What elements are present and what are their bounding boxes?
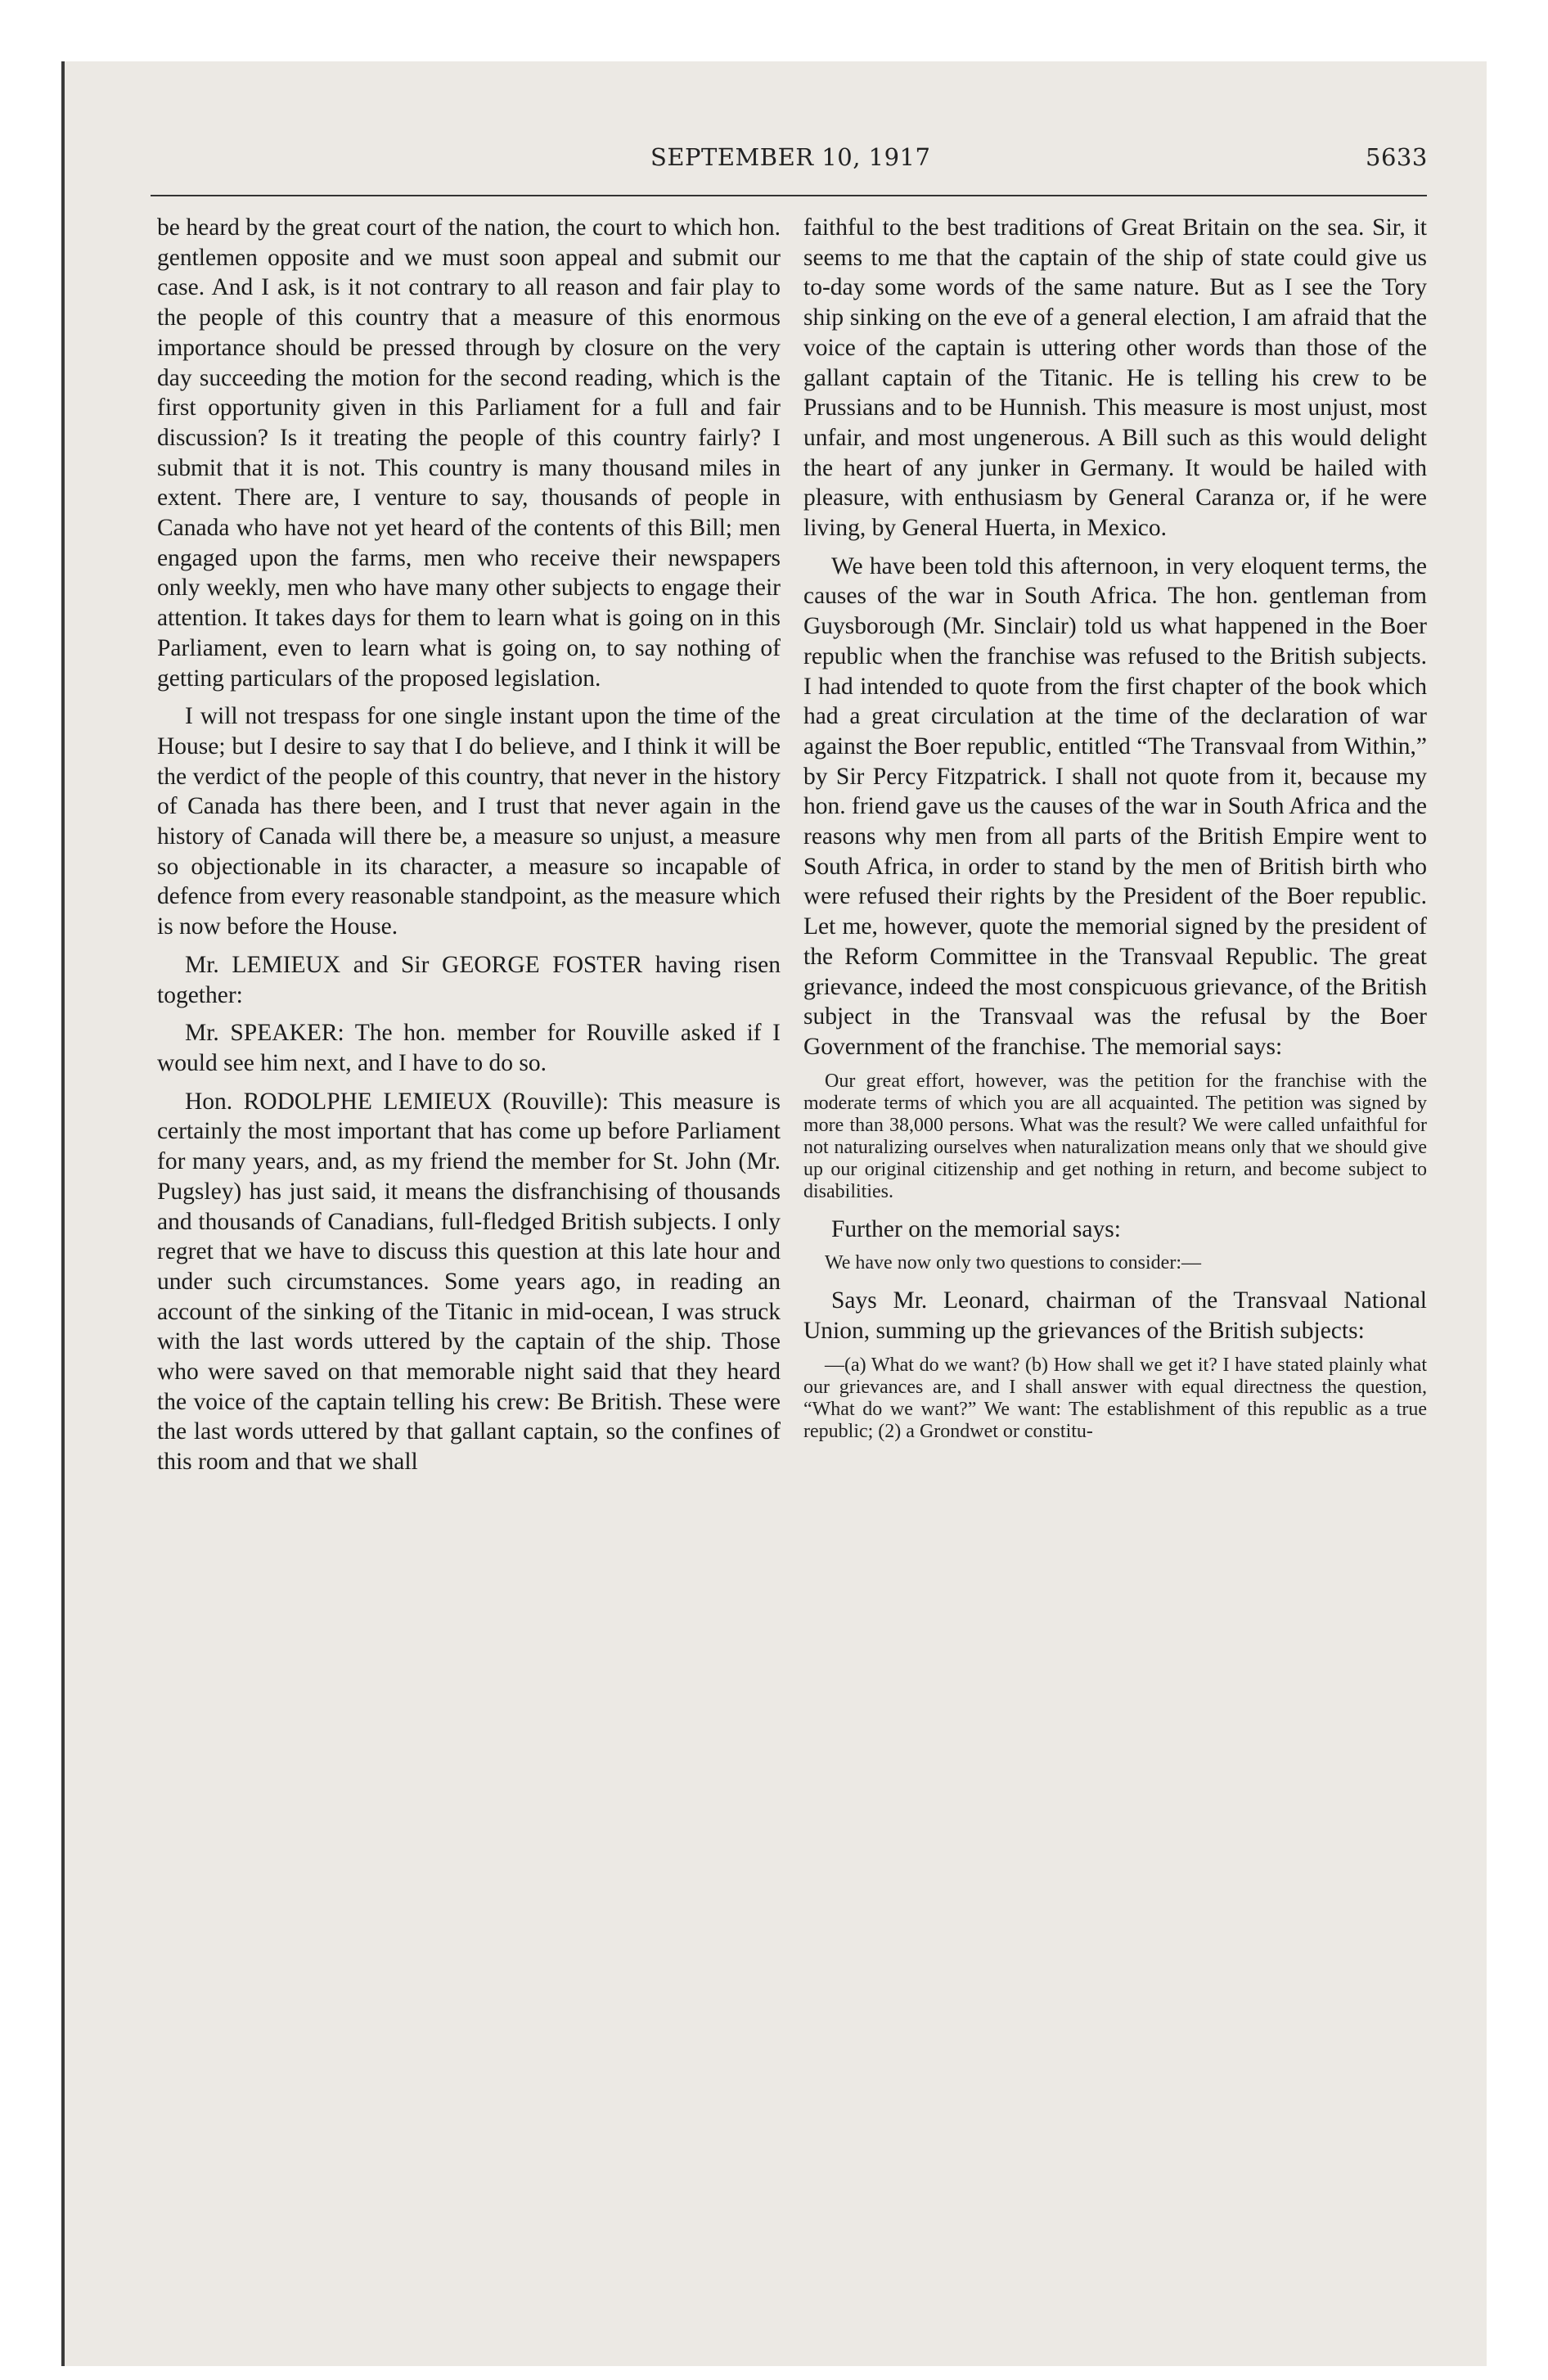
page-sheet [61, 61, 1487, 2366]
block-quote: Our great effort, however, was the petition for the franchise with the moderate terms of which you are all acquainted. The petition was signed by more than 38,000 persons. What was the result? We were called unfaithful for not naturalizing ourselves when naturalization means only that we should give up our original citizenship and get nothing in return, and become subject to disabilities. [803, 1070, 1427, 1202]
paragraph: Mr. SPEAKER: The hon. member for Rouville asked if I would see him next, and I have to do so. [157, 1020, 781, 1076]
page-header-date: SEPTEMBER 10, 1917 [650, 143, 931, 171]
paragraph: be heard by the great court of the nation, the court to which hon. gentlemen opposite and we must soon appeal and submit our case. And I ask, is it not contrary to all reason and fair play to the people of this country that a measure of this enormous importance should be pressed through by closure on the very day succeeding the motion for the second reading, which is the first opportunity given in this Parliament for a full and fair discussion? Is it treating the people of this country fairly? I submit that it is not. This country is many thousand miles in extent. There are, I venture to say, thousands of people in Canada who have not yet heard of the contents of this Bill; men engaged upon the farms, men who receive their newspapers only weekly, men who have many other subjects to engage their attention. It takes days for them to learn what is going on in this Parliament, even to learn what is going on, to say nothing of getting particulars of the proposed legislation. [157, 214, 781, 692]
paragraph: Says Mr. Leonard, chairman of the Transvaal National Union, summing up the grievances of the British subjects: [803, 1287, 1427, 1345]
paragraph: We have been told this afternoon, in very eloquent terms, the causes of the war in South Africa. The hon. gentleman from Guysborough (Mr. Sinclair) told us what happened in the Boer republic when the franchise was refused to the British subjects. I had intended to quote from the first chapter of the book which had a great circulation at the time of the declaration of war against the Boer republic, entitled “The Transvaal from Within,” by Sir Percy Fitzpatrick. I shall not quote from it, because my hon. friend gave us the causes of the war in South Africa and the reasons why men from all parts of the British Empire went to South Africa, in order to stand by the men of British birth who were refused their rights by the President of the Boer republic. Let me, however, quote the memorial signed by the president of the Reform Committee in the Transvaal Republic. The great grievance, indeed the most conspicuous grievance, of the British subject in the Transvaal was the refusal by the Boer Government of the franchise. The memorial says: [803, 552, 1427, 1060]
header-rule [151, 195, 1427, 196]
block-quote: We have now only two questions to consider:— [825, 1252, 1201, 1274]
paragraph: Further on the memorial says: [831, 1215, 1121, 1242]
paragraph: faithful to the best traditions of Great Britain on the sea. Sir, it seems to me that the captain of the ship of state could give us to-day some words of the same nature. But as I see the Tory ship sinking on the eve of a general election, I am afraid that the voice of the captain is uttering other words than those of the gallant captain of the Titanic. He is telling his crew to be Prussians and to be Hunnish. This measure is most unjust, most unfair, and most ungenerous. A Bill such as this would delight the heart of any junker in Germany. It would be hailed with pleasure, with enthusiasm by General Caranza or, if he were living, by General Huerta, in Mexico. [803, 214, 1427, 542]
right-column [803, 213, 1427, 1454]
paragraph: I will not trespass for one single instant upon the time of the House; but I desire to say that I do believe, and I think it will be the verdict of the people of this country, that never in the history of Canada has there been, and I trust that never again in the history of Canada will there be, a measure so unjust, a measure so objectionable in its character, a measure so incapable of defence from every reasonable standpoint, as the measure which is now before the House. [157, 703, 781, 940]
block-quote: —(a) What do we want? (b) How shall we get it? I have stated plainly what our grievances are, and I shall answer with equal directness the question, “What do we want?” We want: The establishment of this republic as a true republic; (2) a Grondwet or constitu- [803, 1354, 1427, 1442]
paragraph: Hon. RODOLPHE LEMIEUX (Rouville): This measure is certainly the most important that has come up before Parliament for many years, and, as my friend the member for St. John (Mr. Pugsley) has just said, it means the disfranchising of thousands and thousands of Canadians, full-fledged British subjects. I only regret that we have to discuss this question at this late hour and under such circumstances. Some years ago, in reading an account of the sinking of the Titanic in mid-ocean, I was struck with the last words uttered by the captain of the ship. Those who were saved on that memorable night said that they heard the voice of the captain telling his crew: Be British. These were the last words uttered by that gallant captain, so the confines of this room and that we shall [157, 1088, 781, 1476]
page-number: 5633 [1366, 143, 1428, 171]
left-column [157, 213, 781, 1485]
paragraph: Mr. LEMIEUX and Sir GEORGE FOSTER having risen together: [157, 951, 781, 1008]
